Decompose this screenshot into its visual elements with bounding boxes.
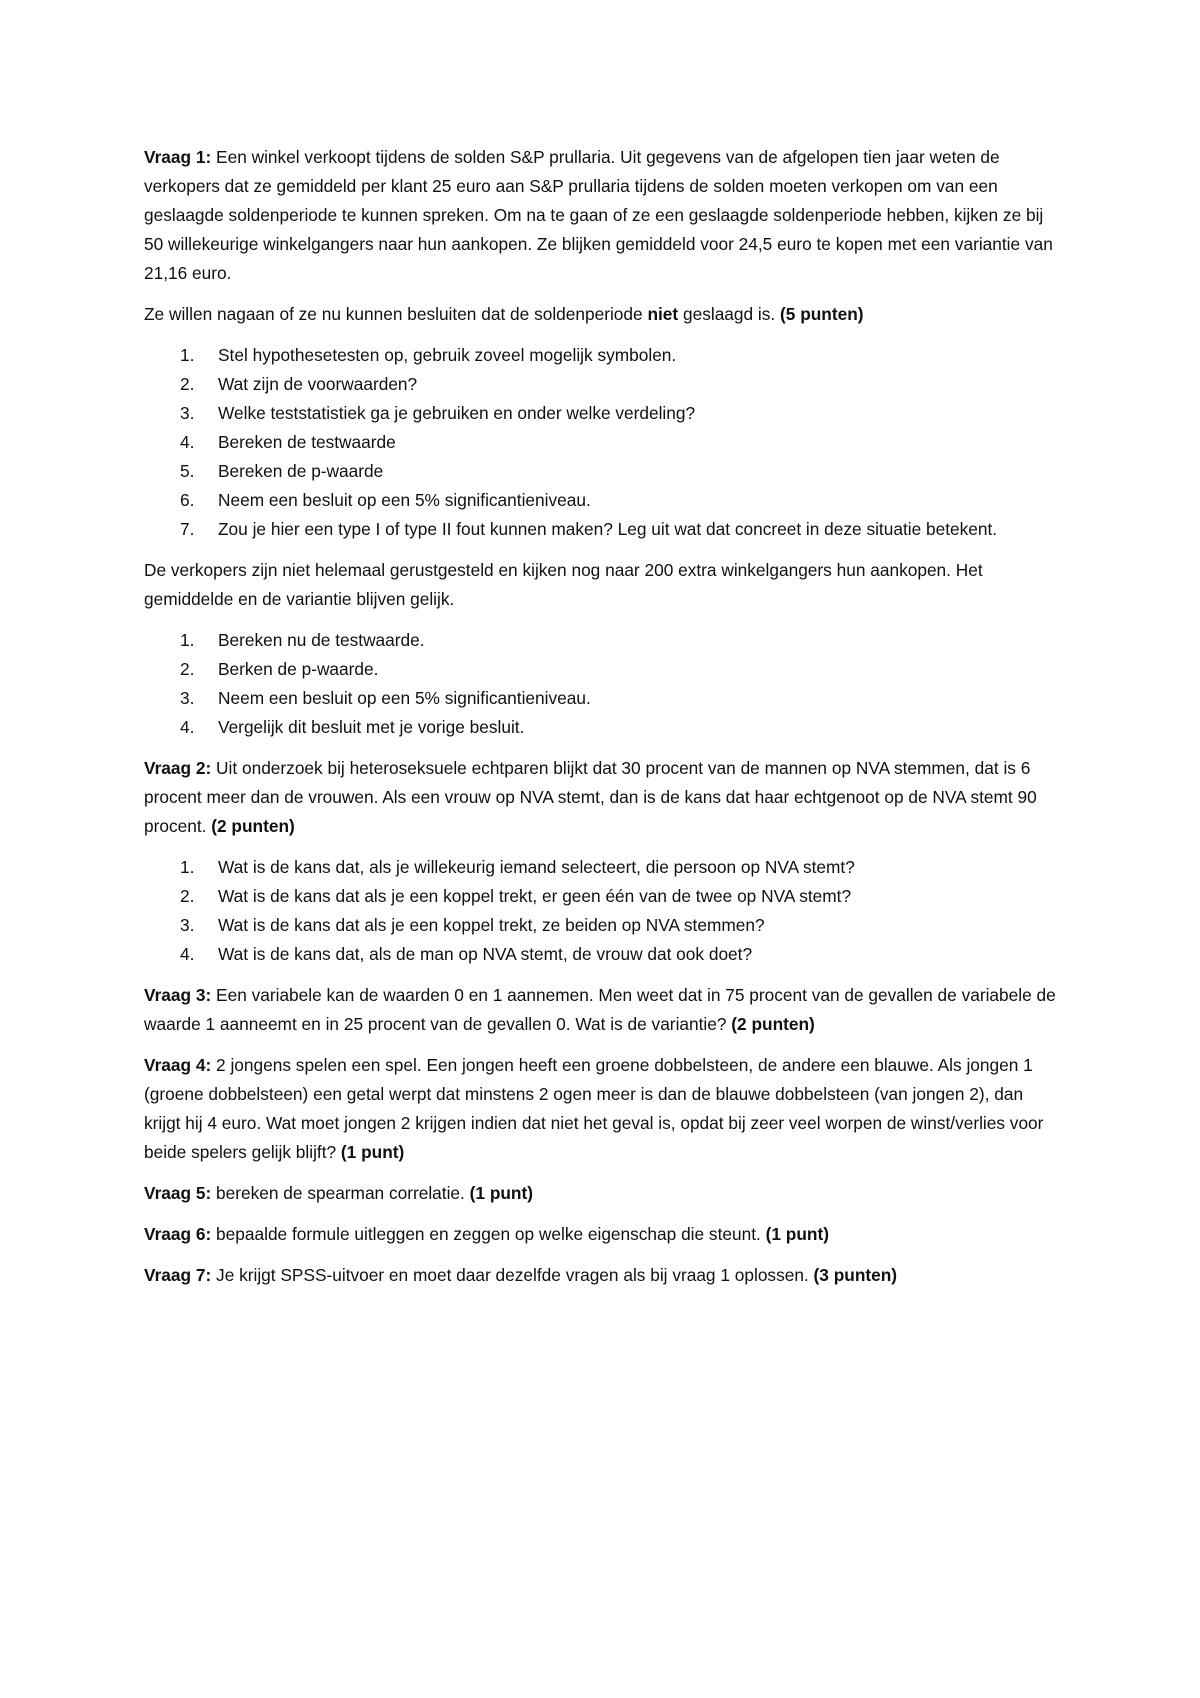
list-item: [144, 655, 1062, 684]
question-1-followup-subquestions: [144, 626, 1062, 742]
question-1-task-text-c: geslaagd is.: [678, 304, 781, 324]
question-3-points: (2 punten): [731, 1014, 815, 1034]
question-7-paragraph: [144, 1261, 1062, 1290]
list-item-number: 5.: [180, 461, 195, 481]
question-6-points: (1 punt): [765, 1224, 829, 1244]
question-5-paragraph: [144, 1179, 1062, 1208]
question-1-task: [144, 300, 1062, 329]
question-2-text: Uit onderzoek bij heteroseksuele echtparen blijkt dat 30 procent van de mannen op NVA stemmen, dat is 6 procent meer dan de vrouwen. Als een vrouw op NVA stemt, dan is de kans dat haar echtgenoot op de NVA stemt 90 procent.: [144, 758, 1037, 836]
question-2-points: (2 punten): [211, 816, 295, 836]
list-item-text: Vergelijk dit besluit met je vorige besluit.: [218, 717, 525, 737]
question-1-followup: De verkopers zijn niet helemaal gerustgesteld en kijken nog naar 200 extra winkelgangers hun aankopen. Het gemiddelde en de variantie blijven gelijk.: [144, 560, 983, 609]
question-3-label: Vraag 3:: [144, 985, 212, 1005]
question-1-subquestions: [144, 341, 1062, 544]
question-2-paragraph: [144, 754, 1062, 841]
question-1-task-emphasis: niet: [647, 304, 679, 324]
list-item-text: Wat zijn de voorwaarden?: [218, 374, 418, 394]
list-item-text: Stel hypothesetesten op, gebruik zoveel mogelijk symbolen.: [218, 345, 677, 365]
list-item: [144, 713, 1062, 742]
list-item-number: 2.: [180, 659, 195, 679]
list-item: [144, 370, 1062, 399]
list-item-number: 1.: [180, 857, 195, 877]
list-item-number: 1.: [180, 630, 195, 650]
list-item: [144, 940, 1062, 969]
question-4-label: Vraag 4:: [144, 1055, 212, 1075]
question-4-paragraph: [144, 1051, 1062, 1167]
question-1-paragraph: [144, 143, 1062, 288]
question-6-text: bepaalde formule uitleggen en zeggen op welke eigenschap die steunt.: [211, 1224, 766, 1244]
question-5-points: (1 punt): [469, 1183, 534, 1203]
list-item: [144, 457, 1062, 486]
list-item-number: 7.: [180, 519, 195, 539]
question-5-label: Vraag 5:: [144, 1183, 212, 1203]
list-item-number: 2.: [180, 374, 195, 394]
question-7-text: Je krijgt SPSS-uitvoer en moet daar dezelfde vragen als bij vraag 1 oplossen.: [211, 1265, 814, 1285]
list-item-text: Bereken nu de testwaarde.: [218, 630, 425, 650]
list-item: [144, 515, 1062, 544]
question-1-label: Vraag 1:: [144, 147, 212, 167]
list-item-text: Berken de p-waarde.: [218, 659, 379, 679]
question-6-paragraph: [144, 1220, 1062, 1249]
question-2-subquestions: [144, 853, 1062, 969]
question-3-text: Een variabele kan de waarden 0 en 1 aannemen. Men weet dat in 75 procent van de gevallen de variabele de waarde 1 aanneemt en in 25 procent van de gevallen 0. Wat is de variantie?: [144, 985, 1056, 1034]
list-item-number: 4.: [180, 432, 195, 452]
list-item-text: Bereken de p-waarde: [218, 461, 384, 481]
list-item-number: 3.: [180, 915, 195, 935]
list-item-number: 6.: [180, 490, 195, 510]
list-item-text: Neem een besluit op een 5% significantieniveau.: [218, 688, 591, 708]
document-page: [144, 143, 1062, 1302]
list-item-text: Wat is de kans dat als je een koppel trekt, er geen één van de twee op NVA stemt?: [218, 886, 852, 906]
question-1-text: Een winkel verkoopt tijdens de solden S&P prullaria. Uit gegevens van de afgelopen tien jaar weten de verkopers dat ze gemiddeld per klant 25 euro aan S&P prullaria tijdens de solden moeten verkopen om van een geslaagde soldenperiode te kunnen spreken. Om na te gaan of ze een geslaagde soldenperiode hebben, kijken ze bij 50 willekeurige winkelgangers naar hun aankopen. Ze blijken gemiddeld voor 24,5 euro te kopen met een variantie van 21,16 euro.: [144, 147, 1053, 283]
list-item-text: Bereken de testwaarde: [218, 432, 396, 452]
question-4-text: 2 jongens spelen een spel. Een jongen heeft een groene dobbelsteen, de andere een blauwe. Als jongen 1 (groene dobbelsteen) een getal werpt dat minstens 2 ogen meer is dan de blauwe dobbelsteen (van jongen 2), dan krijgt hij 4 euro. Wat moet jongen 2 krijgen indien dat niet het geval is, opdat bij zeer veel worpen de winst/verlies voor beide spelers gelijk blijft?: [144, 1055, 1044, 1162]
question-7-label: Vraag 7:: [144, 1265, 212, 1285]
list-item-number: 1.: [180, 345, 195, 365]
question-3-paragraph: [144, 981, 1062, 1039]
list-item-text: Wat is de kans dat, als de man op NVA stemt, de vrouw dat ook doet?: [218, 944, 753, 964]
list-item-number: 3.: [180, 688, 195, 708]
list-item-text: Wat is de kans dat als je een koppel trekt, ze beiden op NVA stemmen?: [218, 915, 765, 935]
list-item: [144, 684, 1062, 713]
list-item: [144, 626, 1062, 655]
list-item-number: 3.: [180, 403, 195, 423]
list-item: [144, 853, 1062, 882]
question-7-points: (3 punten): [813, 1265, 898, 1285]
list-item-number: 4.: [180, 717, 195, 737]
list-item: [144, 399, 1062, 428]
list-item: [144, 486, 1062, 515]
question-5-text: bereken de spearman correlatie.: [211, 1183, 470, 1203]
question-1-points: (5 punten): [780, 304, 864, 324]
question-1-task-text-a: Ze willen nagaan of ze nu kunnen besluiten dat de soldenperiode: [144, 304, 648, 324]
list-item-text: Zou je hier een type I of type II fout kunnen maken? Leg uit wat dat concreet in deze situatie betekent.: [218, 519, 998, 539]
list-item-text: Wat is de kans dat, als je willekeurig iemand selecteert, die persoon op NVA stemt?: [218, 857, 855, 877]
question-4-points: (1 punt): [340, 1142, 405, 1162]
list-item-number: 2.: [180, 886, 195, 906]
list-item: [144, 341, 1062, 370]
list-item: [144, 428, 1062, 457]
list-item-text: Neem een besluit op een 5% significantieniveau.: [218, 490, 591, 510]
list-item: [144, 911, 1062, 940]
question-2-label: Vraag 2:: [144, 758, 212, 778]
list-item-number: 4.: [180, 944, 195, 964]
question-6-label: Vraag 6:: [144, 1224, 212, 1244]
list-item: [144, 882, 1062, 911]
list-item-text: Welke teststatistiek ga je gebruiken en onder welke verdeling?: [218, 403, 696, 423]
